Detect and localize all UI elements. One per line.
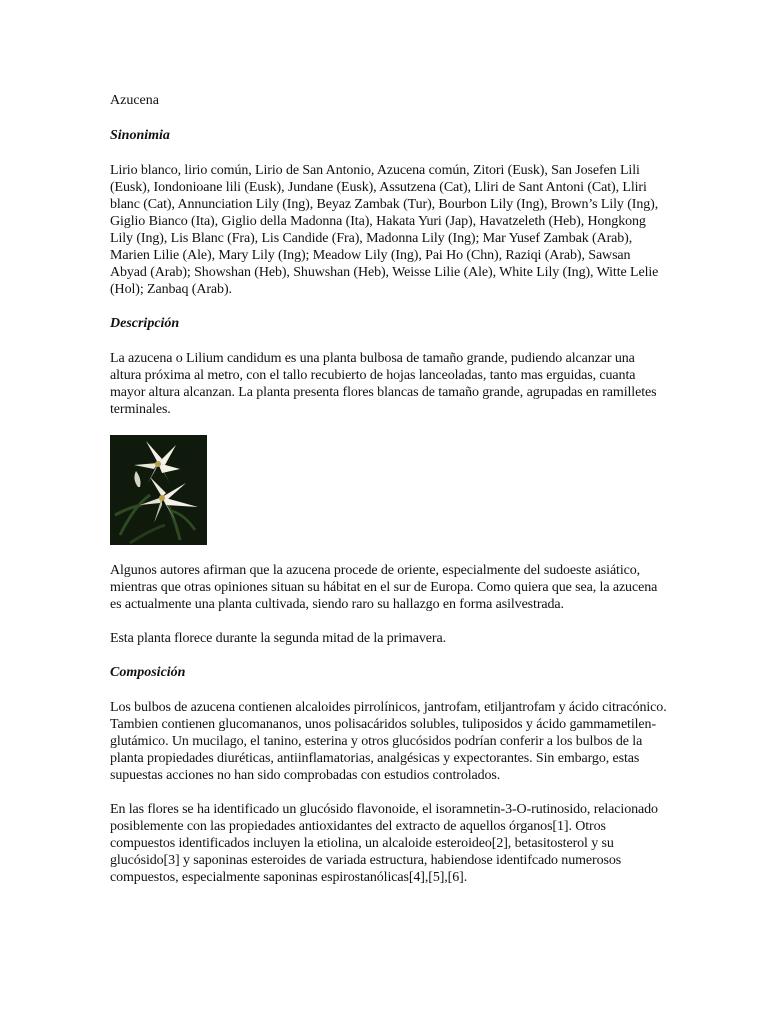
composition-paragraph-flowers: En las flores se ha identificado un glucósido flavonoide, el isoramnetin-3-O-rutinosido, relacionado posiblemente con las propiedades antioxidantes del extracto de aquellos órganos[1]. Otros compuestos identificados incluyen la etiolina, un alcaloide esteroideo[2], betasitosterol y su glucósido[3] y saponinas esteroides de variada estructura, habiendose identifcado numerosos compuestos, especialmente saponinas espirostanólicas[4],[5],[6]. <box>110 802 658 885</box>
flowering-paragraph: Esta planta florece durante la segunda mitad de la primavera. <box>110 631 446 646</box>
composition-paragraph-bulbs: Los bulbos de azucena contienen alcaloides pirrolínicos, jantrofam, etiljantrofam y ácido citracónico. Tambien contienen glucomananos, unos polisacáridos solubles, tuliposidos y ácido gammametilen-glutámico. Un mucilago, el tanino, esterina y otros glucósidos podrían conferir a los bulbos de la planta propiedades diuréticas, antiinflamatorias, analgésicas y expectorantes. Sin embargo, estas supuestas acciones no han sido comprobadas con estudios controlados. <box>110 700 667 783</box>
synonyms-paragraph: Lirio blanco, lirio común, Lirio de San Antonio, Azucena común, Zitori (Eusk), San Josefen Lili (Eusk), Iondonioane lili (Eusk), Jundane (Eusk), Assutzena (Cat), Lliri de Sant Antoni (Cat), Lliri blanc (Cat), Annunciation Lily (Ing), Beyaz Zambak (Tur), Bourbon Lily (Ing), Brown’s Lily (Ing), Giglio Bianco (Ita), Giglio della Madonna (Ita), Hakata Yuri (Jap), Havatzeleth (Heb), Hongkong Lily (Ing), Lis Blanc (Fra), Lis Candide (Fra), Madonna Lily (Ing); Mar Yusef Zambak (Arab), Marien Lilie (Ale), Mary Lily (Ing); Meadow Lily (Ing), Pai Ho (Chn), Raziqi (Arab), Sawsan Abyad (Arab); Showshan (Heb), Shuwshan (Heb), Weisse Lilie (Ale), White Lily (Ing), Witte Lelie (Hol); Zanbaq (Arab). <box>110 163 659 297</box>
description-paragraph: La azucena o Lilium candidum es una planta bulbosa de tamaño grande, pudiendo alcanzar una altura próxima al metro, con el tallo recubierto de hojas lanceoladas, tanto mas erguidas, cuanta mayor altura alcanzan. La planta presenta flores blancas de tamaño grande, agrupadas en ramilletes terminales. <box>110 351 657 417</box>
section-heading-composicion: Composición <box>110 665 186 680</box>
document-title: Azucena <box>110 93 159 108</box>
white-lily-photo <box>110 435 207 545</box>
section-heading-sinonimia: Sinonimia <box>110 128 170 143</box>
section-heading-descripcion: Descripción <box>110 316 180 331</box>
origin-paragraph: Algunos autores afirman que la azucena procede de oriente, especialmente del sudoeste asiático, mientras que otras opiniones situan su hábitat en el sur de Europa. Como quiera que sea, la azucena es actualmente una planta cultivada, siendo raro su hallazgo en forma asilvestrada. <box>110 563 658 612</box>
